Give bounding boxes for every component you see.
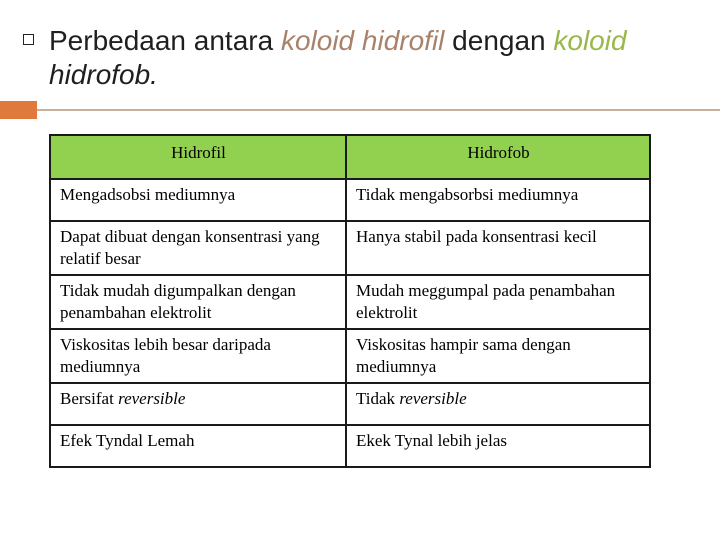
table-row <box>50 329 650 383</box>
table-cell: Mengadsobsi mediumnya <box>50 179 346 221</box>
table-cell: Ekek Tynal lebih jelas <box>346 425 650 467</box>
title-text-3: hidrofob. <box>49 59 158 90</box>
table-cell: Efek Tyndal Lemah <box>50 425 346 467</box>
table-header-row <box>50 135 650 179</box>
table-cell: Viskositas hampir sama dengan mediumnya <box>346 329 650 383</box>
cell-text: Bersifat <box>60 389 119 408</box>
table-row <box>50 425 650 467</box>
table-cell: Hanya stabil pada konsentrasi kecil <box>346 221 650 275</box>
table-cell <box>346 383 650 425</box>
header-hidrofil: Hidrofil <box>50 135 346 179</box>
table-row <box>50 221 650 275</box>
divider-line <box>37 109 720 111</box>
table-row <box>50 275 650 329</box>
table-cell <box>50 383 346 425</box>
bullet-square-icon <box>23 34 34 45</box>
title-highlight-koloid: koloid <box>553 25 627 56</box>
table-row <box>50 179 650 221</box>
table-cell: Tidak mudah digumpalkan dengan penambahan elektrolit <box>50 275 346 329</box>
cell-italic-text: reversible <box>118 389 186 408</box>
title-text-1: Perbedaan antara <box>49 25 281 56</box>
slide-title <box>49 24 689 92</box>
header-hidrofob: Hidrofob <box>346 135 650 179</box>
accent-bar <box>0 101 37 119</box>
cell-italic-text: reversible <box>399 389 467 408</box>
title-text-2: dengan <box>444 25 554 56</box>
comparison-table <box>49 134 651 468</box>
cell-text: Tidak <box>356 389 400 408</box>
title-highlight-hidrofil: koloid hidrofil <box>280 25 445 56</box>
table-cell: Viskositas lebih besar daripada mediumnya <box>50 329 346 383</box>
table-row <box>50 383 650 425</box>
table-cell: Dapat dibuat dengan konsentrasi yang relatif besar <box>50 221 346 275</box>
table-cell: Tidak mengabsorbsi mediumnya <box>346 179 650 221</box>
table-cell: Mudah meggumpal pada penambahan elektrolit <box>346 275 650 329</box>
